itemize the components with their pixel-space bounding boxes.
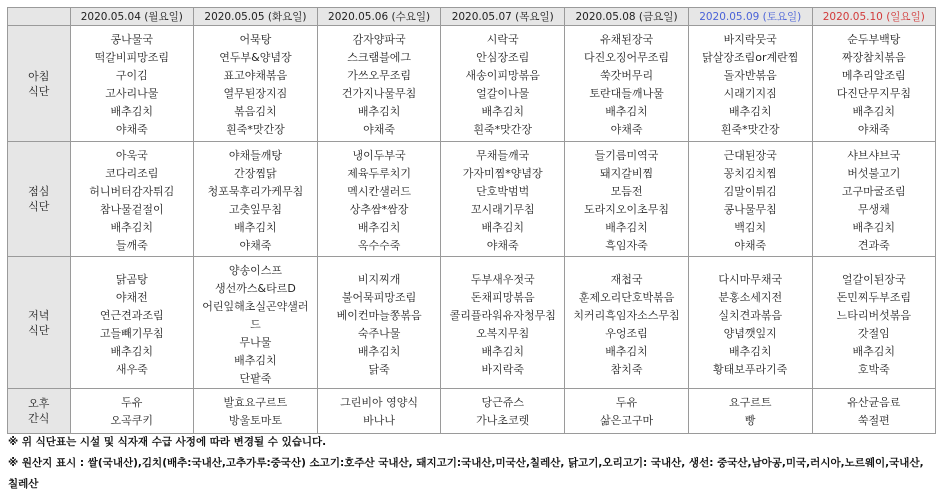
menu-item: 배추김치 bbox=[605, 221, 648, 234]
menu-item: 간장찜닭 bbox=[234, 167, 277, 180]
menu-item: 두유 bbox=[121, 396, 143, 409]
menu-item: 양념깻잎지 bbox=[723, 326, 777, 340]
date-header-row bbox=[8, 8, 936, 26]
menu-item: 순두부백탕 bbox=[847, 32, 901, 46]
dinner-cell-thu bbox=[441, 257, 565, 389]
menu-item: 어묵탕 bbox=[239, 32, 272, 46]
date-header-sat: 2020.05.09 (토요일) bbox=[688, 8, 812, 26]
menu-item: 고구마굴조림 bbox=[841, 185, 906, 198]
menu-item: 떡갈비피망조림 bbox=[94, 50, 169, 64]
menu-item: 돈민찌두부조림 bbox=[836, 290, 911, 304]
breakfast-cell-fri bbox=[565, 26, 689, 142]
menu-item: 표고야채볶음 bbox=[223, 68, 288, 82]
menu-item: 바지락뭇국 bbox=[723, 32, 777, 46]
menu-item: 어린잎해초실곤약샐러 bbox=[202, 299, 309, 313]
menu-item: 허니버터감자튀김 bbox=[89, 185, 175, 198]
menu-item: 훈제오리단호박볶음 bbox=[578, 290, 675, 304]
menu-item: 오곡쿠키 bbox=[110, 414, 154, 427]
menu-item: 우엉조림 bbox=[605, 326, 648, 340]
date-header-fri: 2020.05.08 (금요일) bbox=[565, 8, 689, 26]
dinner-cell-fri bbox=[565, 257, 689, 389]
menu-item: 배추김치 bbox=[481, 104, 524, 118]
menu-item: 상추쌈*쌈장 bbox=[349, 203, 409, 216]
menu-item: 배추김치 bbox=[234, 353, 277, 367]
menu-item: 김말이튀김 bbox=[723, 185, 777, 198]
menu-item: 흑임자죽 bbox=[605, 239, 648, 252]
menu-item: 가쓰오무조림 bbox=[347, 68, 411, 82]
menu-item: 야채죽 bbox=[486, 239, 519, 252]
meal-label-text: 저녁 식단 bbox=[28, 308, 50, 337]
menu-item: 다진단무지무침 bbox=[836, 86, 911, 100]
menu-item: 무나물 bbox=[239, 335, 272, 349]
menu-item: 야채들깨탕 bbox=[228, 149, 282, 162]
menu-item: 근대된장국 bbox=[723, 149, 777, 162]
menu-item: 도라지오이초무침 bbox=[584, 203, 670, 216]
menu-item: 요구르트 bbox=[728, 396, 772, 409]
menu-item: 생선까스&타르D bbox=[215, 281, 296, 295]
menu-item: 야채죽 bbox=[857, 122, 890, 136]
menu-item: 콜리플라워유자청무침 bbox=[449, 308, 556, 322]
menu-item: 배추김치 bbox=[605, 104, 648, 118]
menu-item: 흰죽*맛간장 bbox=[473, 122, 533, 136]
menu-item: 배추김치 bbox=[605, 344, 648, 358]
menu-item: 야채죽 bbox=[239, 239, 272, 252]
date-header-tue: 2020.05.05 (화요일) bbox=[194, 8, 318, 26]
breakfast-cell-mon bbox=[70, 26, 194, 142]
menu-item: 무생채 bbox=[857, 203, 890, 216]
snack-cell-mon bbox=[70, 389, 194, 434]
menu-item: 배추김치 bbox=[234, 221, 277, 234]
menu-item: 오복지무침 bbox=[476, 326, 530, 340]
menu-item: 다진오징어무조림 bbox=[584, 50, 670, 64]
snack-cell-tue bbox=[194, 389, 318, 434]
menu-item: 배추김치 bbox=[481, 344, 524, 358]
lunch-cell-mon bbox=[70, 142, 194, 257]
menu-item: 야채죽 bbox=[115, 122, 148, 136]
lunch-cell-fri bbox=[565, 142, 689, 257]
menu-item: 분홍소세지전 bbox=[718, 290, 783, 304]
menu-item: 배추김치 bbox=[110, 104, 154, 118]
menu-item: 열무된장지짐 bbox=[223, 86, 288, 100]
menu-item: 새우죽 bbox=[115, 362, 148, 376]
lunch-cell-thu bbox=[441, 142, 565, 257]
menu-item: 갓절임 bbox=[857, 326, 890, 340]
menu-item: 야채죽 bbox=[734, 239, 767, 252]
menu-item: 연근견과조림 bbox=[99, 308, 164, 322]
menu-item: 닭죽 bbox=[368, 362, 390, 376]
meal-label-breakfast bbox=[8, 26, 71, 142]
menu-item: 얼갈이나물 bbox=[476, 86, 530, 100]
menu-item: 비지찌개 bbox=[357, 272, 401, 286]
menu-item: 제육두루치기 bbox=[347, 167, 411, 180]
breakfast-cell-sun bbox=[812, 26, 935, 142]
menu-item: 야채죽 bbox=[610, 122, 643, 136]
menu-item: 불어묵피망조림 bbox=[341, 290, 417, 304]
snack-cell-sun bbox=[812, 389, 935, 434]
menu-item: 코다리조림 bbox=[105, 167, 159, 180]
menu-item: 치커리흑임자소스무침 bbox=[573, 308, 680, 322]
weekly-meal-table bbox=[7, 7, 936, 434]
menu-item: 고사리나물 bbox=[105, 86, 159, 100]
dinner-cell-tue bbox=[194, 257, 318, 389]
lunch-row bbox=[8, 142, 936, 257]
menu-item: 유산균음료 bbox=[847, 396, 901, 409]
menu-item: 참치죽 bbox=[610, 362, 643, 376]
menu-item: 콩나물국 bbox=[110, 32, 154, 46]
menu-item: 흰죽*맛간장 bbox=[226, 122, 285, 136]
lunch-cell-tue bbox=[194, 142, 318, 257]
menu-item: 건가지나물무침 bbox=[341, 86, 417, 100]
menu-item: 배추김치 bbox=[481, 221, 524, 234]
date-header-thu: 2020.05.07 (목요일) bbox=[441, 8, 565, 26]
menu-item: 빵 bbox=[744, 414, 756, 427]
menu-item: 배추김치 bbox=[357, 104, 401, 118]
menu-item: 모듬전 bbox=[610, 185, 643, 198]
date-header-sun: 2020.05.10 (일요일) bbox=[812, 8, 935, 26]
menu-item: 백김치 bbox=[734, 221, 767, 234]
menu-item: 메추리알조림 bbox=[841, 68, 906, 82]
menu-item: 드 bbox=[250, 317, 261, 331]
meal-label-text: 아침 식단 bbox=[28, 69, 50, 98]
snack-cell-sat bbox=[688, 389, 812, 434]
menu-item: 돌자반볶음 bbox=[723, 68, 777, 82]
menu-item: 단팥죽 bbox=[239, 371, 272, 385]
menu-item: 얼갈이된장국 bbox=[841, 272, 906, 286]
menu-item: 그린비아 영양식 bbox=[340, 396, 419, 409]
menu-item: 콩나물무침 bbox=[723, 203, 777, 216]
breakfast-cell-thu bbox=[441, 26, 565, 142]
menu-item: 들깨죽 bbox=[115, 239, 148, 252]
menu-item: 두유 bbox=[615, 396, 638, 409]
breakfast-cell-sat bbox=[688, 26, 812, 142]
menu-item: 배추김치 bbox=[357, 344, 401, 358]
menu-item: 배추김치 bbox=[728, 104, 772, 118]
menu-item: 들기름미역국 bbox=[594, 149, 659, 162]
menu-item: 냉이두부국 bbox=[352, 149, 406, 162]
footnotes bbox=[8, 432, 928, 495]
menu-item: 멕시칸샐러드 bbox=[347, 185, 411, 198]
menu-item: 볶음김치 bbox=[234, 104, 277, 118]
menu-item: 샤브샤브국 bbox=[847, 149, 901, 162]
menu-item: 돼지갈비찜 bbox=[599, 167, 654, 180]
meal-label-lunch bbox=[8, 142, 71, 257]
dinner-cell-sun bbox=[812, 257, 935, 389]
menu-item: 새송이피망볶음 bbox=[465, 68, 540, 82]
menu-item: 배추김치 bbox=[110, 221, 154, 234]
dinner-cell-wed bbox=[317, 257, 441, 389]
meal-label-dinner bbox=[8, 257, 71, 389]
menu-item: 시래기지짐 bbox=[723, 86, 777, 100]
date-header-wed: 2020.05.06 (수요일) bbox=[317, 8, 441, 26]
menu-item: 연두부&양념장 bbox=[219, 50, 292, 64]
menu-item: 쑥절편 bbox=[857, 414, 890, 427]
menu-item: 양송이스프 bbox=[228, 263, 282, 277]
menu-item: 재첩국 bbox=[610, 272, 643, 286]
snack-row bbox=[8, 389, 936, 434]
menu-item: 버섯불고기 bbox=[847, 167, 901, 180]
menu-item: 베이컨마늘쫑볶음 bbox=[336, 308, 422, 322]
snack-cell-fri bbox=[565, 389, 689, 434]
menu-item: 배추김치 bbox=[852, 104, 896, 118]
lunch-cell-wed bbox=[317, 142, 441, 257]
menu-item: 무채들깨국 bbox=[476, 149, 530, 162]
menu-item: 구이김 bbox=[115, 68, 148, 82]
menu-item: 배추김치 bbox=[852, 221, 896, 234]
menu-item: 시락국 bbox=[486, 32, 519, 46]
menu-item: 안심장조림 bbox=[476, 50, 530, 64]
menu-item: 바지락죽 bbox=[481, 362, 524, 376]
menu-item: 배추김치 bbox=[852, 344, 896, 358]
menu-item: 꼬시래기무침 bbox=[470, 203, 535, 216]
menu-item: 배추김치 bbox=[728, 344, 772, 358]
menu-item: 꽁치김치찜 bbox=[723, 167, 777, 180]
meal-label-text: 점심 식단 bbox=[28, 185, 50, 213]
menu-item: 견과죽 bbox=[857, 239, 890, 252]
menu-item: 가자미찜*양념장 bbox=[462, 167, 543, 180]
breakfast-row bbox=[8, 26, 936, 142]
menu-item: 감자양파국 bbox=[352, 32, 406, 46]
menu-item: 참나물겉절이 bbox=[99, 203, 164, 216]
menu-item: 야채전 bbox=[115, 290, 148, 304]
breakfast-cell-tue bbox=[194, 26, 318, 142]
menu-item: 유채된장국 bbox=[599, 32, 654, 46]
menu-item: 쑥갓버무리 bbox=[599, 68, 654, 82]
menu-item: 바나나 bbox=[363, 414, 396, 427]
menu-item: 아욱국 bbox=[115, 149, 148, 162]
menu-item: 돈채피망볶음 bbox=[470, 290, 535, 304]
dinner-row bbox=[8, 257, 936, 389]
change-notice: ※ 위 식단표는 시설 및 식자재 수급 사정에 따라 변경될 수 있습니다. bbox=[8, 436, 327, 448]
menu-item: 호박죽 bbox=[857, 362, 890, 376]
meal-label-text: 오후 간식 bbox=[28, 397, 50, 425]
snack-cell-wed bbox=[317, 389, 441, 434]
menu-item: 발효요구르트 bbox=[223, 396, 288, 409]
menu-item: 두부새우젓국 bbox=[470, 272, 535, 286]
menu-item: 느타리버섯볶음 bbox=[836, 308, 911, 322]
menu-item: 실치견과볶음 bbox=[718, 308, 783, 322]
menu-item: 방울토마토 bbox=[228, 414, 282, 427]
menu-item: 황태보푸라기죽 bbox=[713, 362, 788, 376]
menu-item: 옥수수죽 bbox=[357, 239, 401, 252]
snack-cell-thu bbox=[441, 389, 565, 434]
menu-item: 토란대들깨나물 bbox=[589, 86, 664, 100]
header-corner bbox=[8, 8, 71, 26]
lunch-cell-sun bbox=[812, 142, 935, 257]
lunch-cell-sat bbox=[688, 142, 812, 257]
menu-item: 고춧잎무침 bbox=[228, 203, 282, 216]
menu-item: 가나초코렛 bbox=[476, 414, 530, 427]
menu-item: 청포묵후리가케무침 bbox=[207, 185, 304, 198]
origin-notice: ※ 원산지 표시 : 쌀(국내산),김치(배추:국내산,고추가루:중국산) 소고기:호주산 국내산, 돼지고기:국내산,미국산,칠레산, 닭고기,오리고기: 국내산, 생선: 중국산,남아공,미국,러시아,노르웨이,국내산, 칠레산 bbox=[8, 457, 924, 490]
date-header-mon: 2020.05.04 (월요일) bbox=[70, 8, 194, 26]
meal-label-snack bbox=[8, 389, 71, 434]
menu-item: 고들빼기무침 bbox=[99, 326, 164, 340]
menu-item: 다시마무채국 bbox=[718, 272, 783, 286]
dinner-cell-mon bbox=[70, 257, 194, 389]
menu-item: 닭곰탕 bbox=[115, 272, 148, 286]
menu-item: 야채죽 bbox=[363, 122, 396, 136]
menu-item: 삶은고구마 bbox=[599, 414, 654, 427]
breakfast-cell-wed bbox=[317, 26, 441, 142]
dinner-cell-sat bbox=[688, 257, 812, 389]
menu-item: 스크램블에그 bbox=[347, 50, 411, 64]
menu-item: 흰죽*맛간장 bbox=[720, 122, 780, 136]
menu-item: 닭살장조림or계란찜 bbox=[702, 50, 799, 64]
menu-item: 당근쥬스 bbox=[481, 396, 524, 409]
menu-item: 짜장참치볶음 bbox=[841, 50, 906, 64]
menu-item: 단호박범벅 bbox=[476, 185, 530, 198]
menu-item: 숙주나물 bbox=[357, 326, 401, 340]
menu-item: 배추김치 bbox=[110, 344, 154, 358]
menu-item: 배추김치 bbox=[357, 221, 401, 234]
